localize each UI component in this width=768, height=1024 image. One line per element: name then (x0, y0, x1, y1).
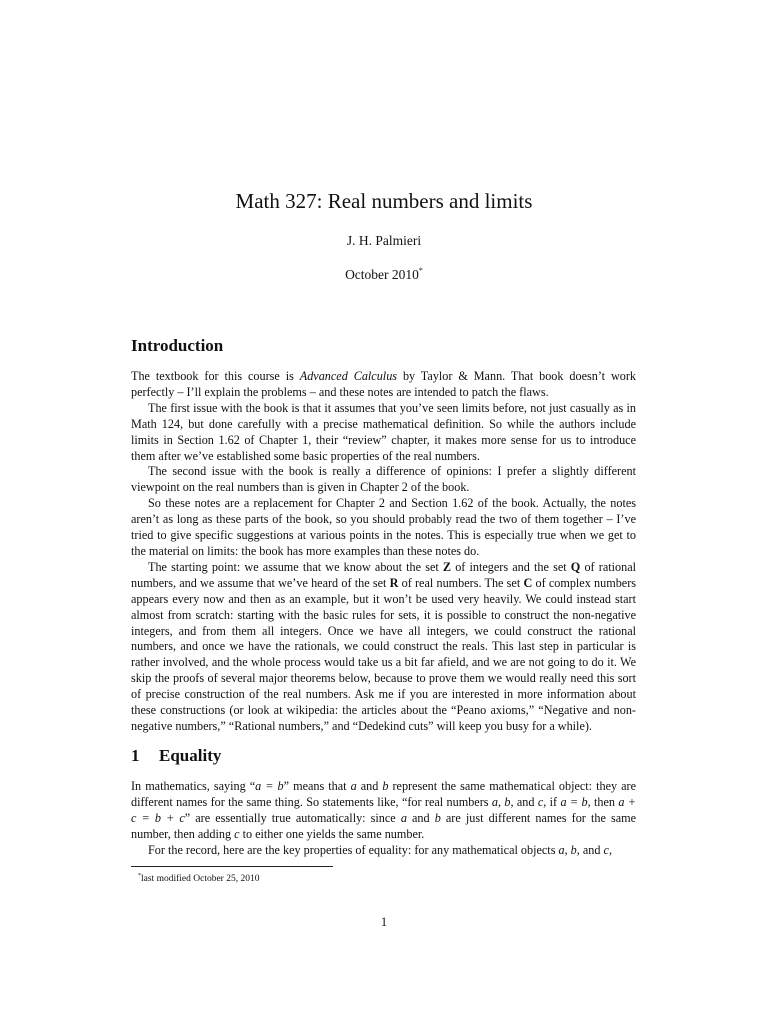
equality-section (131, 744, 636, 859)
text-run: of integers and the set (451, 559, 571, 574)
text-run: , and (510, 794, 538, 809)
math-expression: a + c = b + c (131, 794, 636, 825)
page-number: 1 (380, 915, 388, 929)
text-run: of rational numbers, and we assume that we’ve heard of the set (131, 559, 636, 590)
text-run: ” are essentially true automatically: since (184, 810, 401, 825)
text-run: of real numbers. The set (398, 575, 524, 590)
text-run: , (608, 842, 612, 857)
math-expression: b (382, 779, 389, 793)
text-run: , if (543, 794, 561, 809)
set-symbol-r: R (389, 575, 399, 590)
text-run: by Taylor & Mann. That book doesn’t work perfectly – I’ll explain the problems – and these notes are intended to patch the flaws. (131, 369, 636, 399)
set-symbol-q: Q (570, 559, 581, 574)
intro-paragraph-4: So these notes are a replacement for Chapter 2 and Section 1.62 of the book. Actually, the notes aren’t as long as these parts of the book, so you should probably read the two of them together – I’ve tried to give specific suggestions at various points in the notes. This is especially true when we get to the material on limits: the book has more examples than these notes do. (131, 496, 636, 558)
section-number: 1 (131, 746, 140, 765)
section-title: Equality (159, 746, 222, 765)
author-name: J. H. Palmieri (346, 233, 422, 248)
intro-paragraph-1 (131, 369, 636, 401)
intro-paragraph-5 (131, 560, 636, 735)
math-expression: b (434, 810, 441, 825)
equality-heading (131, 744, 636, 768)
text-run: , then (587, 794, 619, 809)
date-text: October 2010 (345, 267, 419, 282)
math-expression: b (504, 794, 511, 809)
text-run: The starting point: we assume that we know about the set (148, 559, 443, 574)
footnote (138, 870, 259, 885)
text-run: , (497, 794, 505, 809)
math-expression: c (603, 842, 609, 857)
equality-paragraph-1 (131, 779, 636, 843)
set-symbol-c: C (523, 575, 533, 590)
text-run: represent the same mathematical object: they are different names for the same thing. So statements like, “for real numbers (131, 779, 636, 809)
intro-paragraph-3: The second issue with the book is really a difference of opinions: I prefer a slightly different viewpoint on the real numbers than is given in Chapter 2 of the book. (131, 464, 636, 495)
footnote-text: last modified October 25, 2010 (141, 874, 260, 884)
text-run: of complex numbers appears every now and then as an example, but it won’t be used very heavily. We could instead start almost from scratch: starting with the basic rules for sets, it is possible to construct the non-negative integers, and from them all integers. Once we have all integers, we could construct the rational numbers, and once we have the rationals, we could construct the reals. This last step in particular is rather involved, and the whole process would take us a bit far afield, and we are not going to do it. We skip the proofs of several major theorems below, because to prove them we would really need this sort of precise construction of the real numbers. Ask me if you are interested in more information about these constructions (or look at wikipedia: the articles about the “Peano axioms,” “Negative and non-negative numbers,” “Rational numbers,” and “Dedekind cuts” will keep you busy for a while). (131, 575, 636, 733)
text-run: ” means that (283, 779, 351, 793)
introduction-section (131, 334, 636, 735)
text-run: are just different names for the same number, then adding (131, 810, 636, 841)
text-run: For the record, here are the key properties of equality: for any mathematical objects (148, 842, 559, 857)
text-run: and (356, 779, 383, 793)
text-run: and (406, 810, 435, 825)
text-run: to either one yields the same number. (239, 826, 425, 841)
math-expression: a (558, 842, 565, 857)
math-expression: a = b (255, 779, 284, 793)
text-run: , and (576, 842, 604, 857)
footnote-rule (131, 866, 333, 867)
footnote-mark: * (138, 873, 141, 879)
equality-paragraph-2 (131, 843, 636, 859)
text-run: , (564, 842, 571, 857)
text-run: The textbook for this course is (131, 369, 300, 383)
math-expression: c (537, 794, 544, 809)
set-symbol-z: Z (442, 559, 452, 574)
paper-title: Math 327: Real numbers and limits (235, 189, 533, 213)
book-title: Advanced Calculus (299, 369, 398, 383)
math-expression: a = b (560, 794, 588, 809)
introduction-heading: Introduction (131, 336, 224, 355)
date-footnote-mark: * (418, 266, 423, 275)
math-expression: a (400, 810, 407, 825)
intro-paragraph-2: The first issue with the book is that it assumes that you’ve seen limits before, not just casually as in Math 124, but done carefully with a precise mathematical definition. So while the authors include limits in Section 1.62 of Chapter 1, their “review” chapter, it makes more sense for us to introduce them after we’ve established some basic properties of the real numbers. (131, 400, 636, 463)
math-expression: a (491, 794, 498, 809)
math-expression: b (570, 842, 577, 857)
text-run: In mathematics, saying “ (131, 779, 256, 793)
math-expression: c (234, 826, 240, 841)
math-expression: a (350, 779, 357, 793)
date-line (0, 262, 768, 284)
